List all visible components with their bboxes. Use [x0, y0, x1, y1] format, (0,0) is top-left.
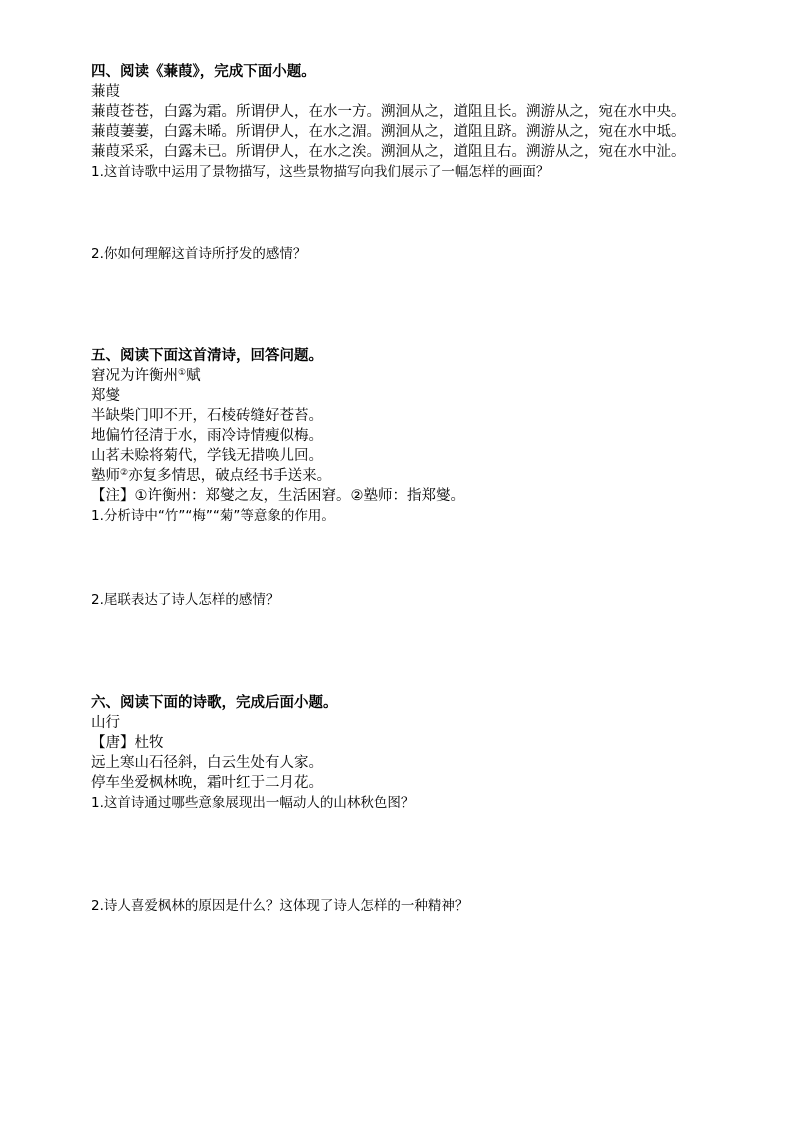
section4-poem-line: 蒹葭苍苍，白露为霜。所谓伊人，在水一方。溯洄从之，道阻且长。溯游从之，宛在水中央。 — [91, 104, 686, 120]
section4-question-1: 1.这首诗歌中运用了景物描写，这些景物描写向我们展示了一幅怎样的画面？ — [91, 164, 550, 180]
section4-question-2: 2.你如何理解这首诗所抒发的感情？ — [91, 246, 307, 262]
section6-question-2: 2.诗人喜爱枫林的原因是什么？这体现了诗人怎样的一种精神？ — [91, 898, 469, 914]
section5-title-text: 窘况为许衡州 — [91, 368, 178, 384]
section6-poem-title: 山行 — [91, 715, 120, 731]
section6-poem-line: 停车坐爱枫林晚，霜叶红于二月花。 — [91, 775, 323, 791]
section5-author: 郑燮 — [91, 388, 120, 404]
footnote-marker-2: ② — [120, 468, 129, 478]
section5-question-1: 1.分析诗中“竹”“梅”“菊”等意象的作用。 — [91, 508, 335, 524]
section5-note: 【注】①许衡州：郑燮之友，生活困窘。②塾师：指郑燮。 — [91, 488, 465, 504]
answer-space — [91, 182, 731, 244]
answer-space — [91, 264, 731, 346]
footnote-marker-1: ① — [178, 368, 187, 378]
section5-poem-line: 地偏竹径清于水，雨冷诗情瘦似梅。 — [91, 428, 323, 444]
section5-title-end: 赋 — [186, 368, 201, 384]
answer-space — [91, 610, 731, 693]
section4-poem-line: 蒹葭萋萋，白露未晞。所谓伊人，在水之湄。溯洄从之，道阻且跻。溯游从之，宛在水中坻。 — [91, 124, 686, 140]
section6-author: 【唐】杜牧 — [91, 735, 164, 751]
section5-poem-title — [91, 366, 731, 386]
section5-poem-line: 半缺柴门叩不开，石棱砖缝好苍苔。 — [91, 408, 323, 424]
section6-question-1: 1.这首诗通过哪些意象展现出一幅动人的山林秋色图？ — [91, 795, 415, 811]
section5-question-2: 2.尾联表达了诗人怎样的感情？ — [91, 592, 280, 608]
section5-last-line-start: 塾师 — [91, 468, 120, 484]
section4-heading: 四、阅读《蒹葭》，完成下面小题。 — [91, 64, 316, 80]
section5-heading: 五、阅读下面这首清诗，回答问题。 — [91, 348, 323, 364]
section5-poem-line: 山茗未赊将菊代，学钱无措唤儿回。 — [91, 448, 323, 464]
document-page — [91, 62, 731, 916]
section4-poem-line: 蒹葭采采，白露未已。所谓伊人，在水之涘。溯洄从之，道阻且右。溯游从之，宛在水中沚。 — [91, 144, 686, 160]
answer-space — [91, 526, 731, 590]
section4-poem-title: 蒹葭 — [91, 84, 120, 100]
answer-space — [91, 813, 731, 875]
section6-heading: 六、阅读下面的诗歌，完成后面小题。 — [91, 695, 338, 711]
section5-last-line-end: 亦复多情思，破点经书手送来。 — [128, 468, 332, 484]
section6-poem-line: 远上寒山石径斜，白云生处有人家。 — [91, 755, 323, 771]
section5-poem-line — [91, 466, 731, 486]
